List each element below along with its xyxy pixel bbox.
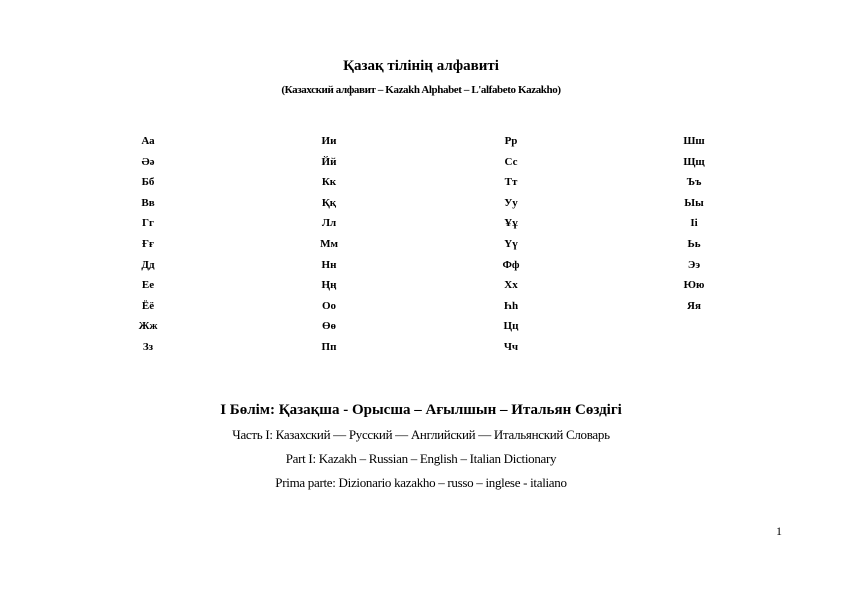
alphabet-letter: Пп <box>321 340 337 353</box>
alphabet-letter: Фф <box>502 258 520 271</box>
alphabet-letter: Вв <box>141 196 155 209</box>
alphabet-letter: Щщ <box>683 155 705 168</box>
alphabet-letter: Сс <box>504 155 518 168</box>
alphabet-letter: Һһ <box>503 299 519 312</box>
alphabet-letter: Мм <box>320 237 338 250</box>
alphabet-letter: Өө <box>321 320 337 333</box>
section-heading: І Бөлім: Қазақша - Орысша – Ағылшын – Итальян Сөздігі <box>220 402 622 418</box>
alphabet-letter: Ёё <box>141 299 155 312</box>
alphabet-column-2 <box>299 131 359 358</box>
alphabet-column-1 <box>118 131 178 358</box>
page-subtitle: (Казахский алфавит – Kazakh Alphabet – L'alfabeto Kazakho) <box>281 84 561 96</box>
alphabet-letter: Оо <box>321 299 337 312</box>
alphabet-letter: Ыы <box>684 196 704 209</box>
alphabet-letter: Аа <box>141 135 155 147</box>
alphabet-letter: Зз <box>142 340 154 353</box>
alphabet-letter: Іі <box>690 217 698 230</box>
alphabet-letter: Ее <box>141 279 155 292</box>
alphabet-letter: Әә <box>141 155 155 168</box>
alphabet-letter: Ии <box>321 135 337 147</box>
alphabet-letter: Ьь <box>687 237 701 250</box>
alphabet-letter: Рр <box>504 135 518 147</box>
alphabet-letter: Яя <box>687 299 701 312</box>
alphabet-letter: Ғғ <box>142 237 154 250</box>
alphabet-letter: Лл <box>321 217 337 230</box>
alphabet-letter: Цц <box>503 320 519 333</box>
alphabet-letter: Хх <box>504 279 518 292</box>
page-number: 1 <box>776 524 782 538</box>
section-title-russian: Часть I: Казахский — Русский — Английский — Итальянский Словарь <box>232 427 610 442</box>
alphabet-letter: Тт <box>504 176 518 189</box>
alphabet-letter: Дд <box>141 258 155 271</box>
alphabet-letter: Бб <box>141 176 155 189</box>
alphabet-column-3 <box>481 131 541 358</box>
alphabet-letter: Чч <box>503 340 519 353</box>
alphabet-letter: Ээ <box>687 258 701 271</box>
alphabet-column-4 <box>664 131 724 316</box>
page-title: Қазақ тілінің алфавиті <box>343 58 499 74</box>
alphabet-letter: Ұұ <box>504 217 518 230</box>
section-title-italian: Prima parte: Dizionario kazakho – russo – inglese - italiano <box>275 475 567 490</box>
alphabet-letter: Ъъ <box>686 176 702 189</box>
section-title-english: Part I: Kazakh – Russian – English – Italian Dictionary <box>285 451 557 466</box>
alphabet-letter: Үү <box>504 237 518 250</box>
alphabet-letter: Ққ <box>321 196 337 209</box>
alphabet-letter: Йй <box>321 155 337 168</box>
alphabet-letter: Гг <box>142 217 154 230</box>
alphabet-letter: Ңң <box>321 279 337 292</box>
alphabet-letter: Юю <box>683 279 705 292</box>
alphabet-letter: Нн <box>321 258 337 271</box>
alphabet-letter: Жж <box>138 320 158 333</box>
alphabet-letter: Шш <box>683 135 705 147</box>
alphabet-letter: Кк <box>321 176 337 189</box>
alphabet-letter: Уу <box>504 196 518 209</box>
